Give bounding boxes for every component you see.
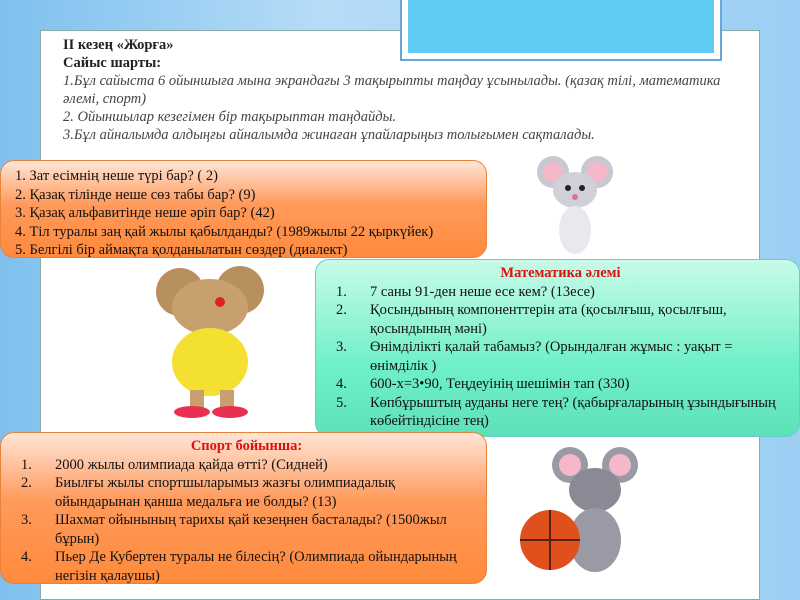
rule-2: 2. Ойыншылар кезегімен бір тақырыптан таңдайды. — [63, 109, 397, 125]
question — [336, 394, 785, 431]
question-number: 1. — [336, 283, 347, 300]
question — [21, 474, 472, 511]
question-text: Пьер Де Кубертен туралы не білесің? (Олимпиада ойындарының негізін қалаушы) — [55, 549, 457, 584]
rules-title: Сайыс шарты: — [63, 55, 162, 71]
rule-1: 1.Бұл сайыста 6 ойыншыға мына экрандағы 3 тақырыпты таңдау ұсынылады. (қазақ тілі, математика әлемі, спорт) — [63, 73, 721, 107]
question-text: 7 саны 91-ден неше есе кем? (13есе) — [370, 283, 595, 300]
question: 4. Тіл туралы заң қай жылы қабылданды? (1989жылы 22 қыркүйек) — [15, 223, 434, 240]
question — [336, 338, 785, 375]
question — [21, 548, 472, 585]
question-number: 4. — [21, 549, 32, 565]
sport-title: Спорт бойынша: — [190, 438, 303, 454]
question — [336, 301, 785, 338]
question-text: 600-x=3•90, Теңдеуінің шешімін тап (330) — [370, 376, 630, 392]
question-number: 2. — [336, 302, 347, 318]
sport-questions-box — [0, 432, 487, 584]
question-number: 5. — [336, 394, 347, 411]
math-title: Математика әлемі — [500, 265, 621, 281]
question-number: 3. — [336, 339, 347, 355]
question: 5. Белгілі бір аймақта қолданылатын сөздер (диалект) — [15, 242, 348, 258]
mouse-cartoon-icon — [525, 150, 625, 260]
question-text: 2000 жылы олимпиада қайда өтті? (Сидней) — [55, 456, 328, 473]
question-number: 2. — [21, 475, 32, 491]
question-number: 4. — [336, 376, 347, 392]
question: 2. Қазақ тілінде неше сөз табы бар? (9) — [15, 186, 256, 203]
question — [21, 456, 472, 475]
question-text: Шахмат ойынының тарихы қай кезеңнен басталады? (1500жыл бұрын) — [55, 512, 447, 547]
question-text: Қосындының компоненттерін ата (қосылғыш, қосылғыш, қосындының мәні) — [370, 302, 727, 337]
question — [336, 375, 785, 394]
question-text: Көпбұрыштың ауданы неге тең? (қабырғаларының ұзындығының көбейтіндісіне тең) — [370, 394, 776, 429]
math-questions-box — [315, 259, 800, 437]
question-text: Биылғы жылы спортшыларымыз жазғы олимпиадалық ойындарынан қанша медальға ие болды? (13) — [55, 475, 396, 510]
question-number: 1. — [21, 456, 32, 473]
kazakh-questions-box — [0, 160, 487, 258]
question: 1. Зат есімнің неше түрі бар? ( 2) — [15, 168, 218, 184]
mouse-with-basketball-icon — [510, 440, 650, 590]
question-number: 3. — [21, 512, 32, 528]
question: 3. Қазақ альфавитінде неше әріп бар? (42) — [15, 205, 275, 221]
rules-section — [63, 36, 743, 144]
yellow-mouse-icon — [130, 262, 290, 422]
rule-3: 3.Бұл айналымда алдыңғы айналымда жинаған ұпайларыңыз толығымен сақталады. — [63, 127, 595, 143]
question-text: Өнімділікті қалай табамыз? (Орындалған жұмыс : уақыт = өнімділік ) — [370, 339, 733, 374]
question — [21, 511, 472, 548]
question — [336, 283, 785, 302]
stage-title: ІІ кезең «Жорға» — [63, 37, 174, 53]
